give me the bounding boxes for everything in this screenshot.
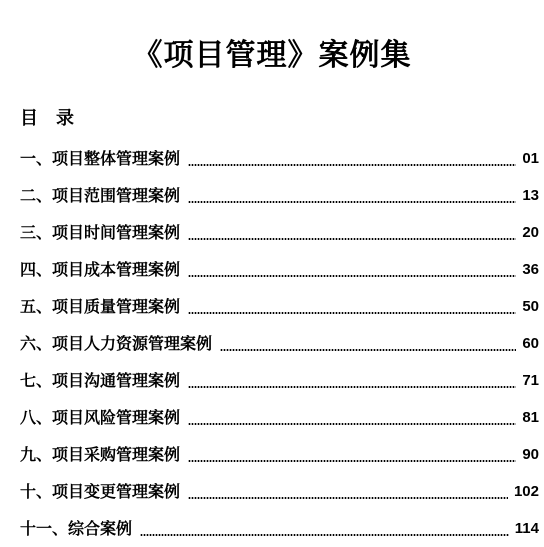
toc-entry-title: 九、项目采购管理案例 <box>20 444 181 464</box>
table-of-contents <box>20 140 539 547</box>
toc-dot-leader <box>188 164 516 166</box>
toc-page-number: 81 <box>522 408 539 426</box>
toc-page-number: 90 <box>522 445 539 463</box>
toc-entry-title: 一、项目整体管理案例 <box>20 148 181 168</box>
toc-entry[interactable] <box>20 325 539 362</box>
toc-page-number: 01 <box>522 149 539 167</box>
toc-heading: 目 录 <box>20 108 74 129</box>
toc-dot-leader <box>188 201 516 203</box>
toc-entry[interactable] <box>20 362 539 399</box>
toc-entry[interactable] <box>20 510 539 547</box>
toc-entry[interactable] <box>20 436 539 473</box>
toc-page-number: 50 <box>522 297 539 315</box>
toc-entry-title: 三、项目时间管理案例 <box>20 222 181 242</box>
toc-dot-leader <box>188 423 516 425</box>
toc-page-number: 114 <box>514 519 539 537</box>
toc-entry[interactable] <box>20 399 539 436</box>
toc-page-number: 13 <box>522 186 539 204</box>
toc-entry-title: 四、项目成本管理案例 <box>20 259 181 279</box>
toc-dot-leader <box>220 349 516 351</box>
toc-entry-title: 二、项目范围管理案例 <box>20 185 181 205</box>
toc-entry-title: 五、项目质量管理案例 <box>20 296 181 316</box>
toc-page-number: 20 <box>522 223 539 241</box>
toc-entry-title: 十、项目变更管理案例 <box>20 481 181 501</box>
toc-entry-title: 七、项目沟通管理案例 <box>20 370 181 390</box>
toc-entry-title: 六、项目人力资源管理案例 <box>20 333 213 353</box>
toc-entry[interactable] <box>20 140 539 177</box>
toc-dot-leader <box>188 312 516 314</box>
toc-dot-leader <box>188 497 508 499</box>
toc-entry[interactable] <box>20 288 539 325</box>
toc-dot-leader <box>188 460 516 462</box>
toc-page-number: 71 <box>522 371 539 389</box>
toc-dot-leader <box>188 238 516 240</box>
toc-dot-leader <box>188 386 516 388</box>
toc-page-number: 102 <box>513 482 539 500</box>
toc-entry[interactable] <box>20 214 539 251</box>
toc-page-number: 60 <box>522 334 539 352</box>
document-title: 《项目管理》案例集 <box>132 38 412 74</box>
toc-entry[interactable] <box>20 177 539 214</box>
toc-entry-title: 八、项目风险管理案例 <box>20 407 181 427</box>
toc-entry[interactable] <box>20 251 539 288</box>
toc-page-number: 36 <box>522 260 539 278</box>
toc-entry-title: 十一、综合案例 <box>20 518 133 538</box>
toc-dot-leader <box>140 534 509 536</box>
toc-dot-leader <box>188 275 516 277</box>
toc-entry[interactable] <box>20 473 539 510</box>
